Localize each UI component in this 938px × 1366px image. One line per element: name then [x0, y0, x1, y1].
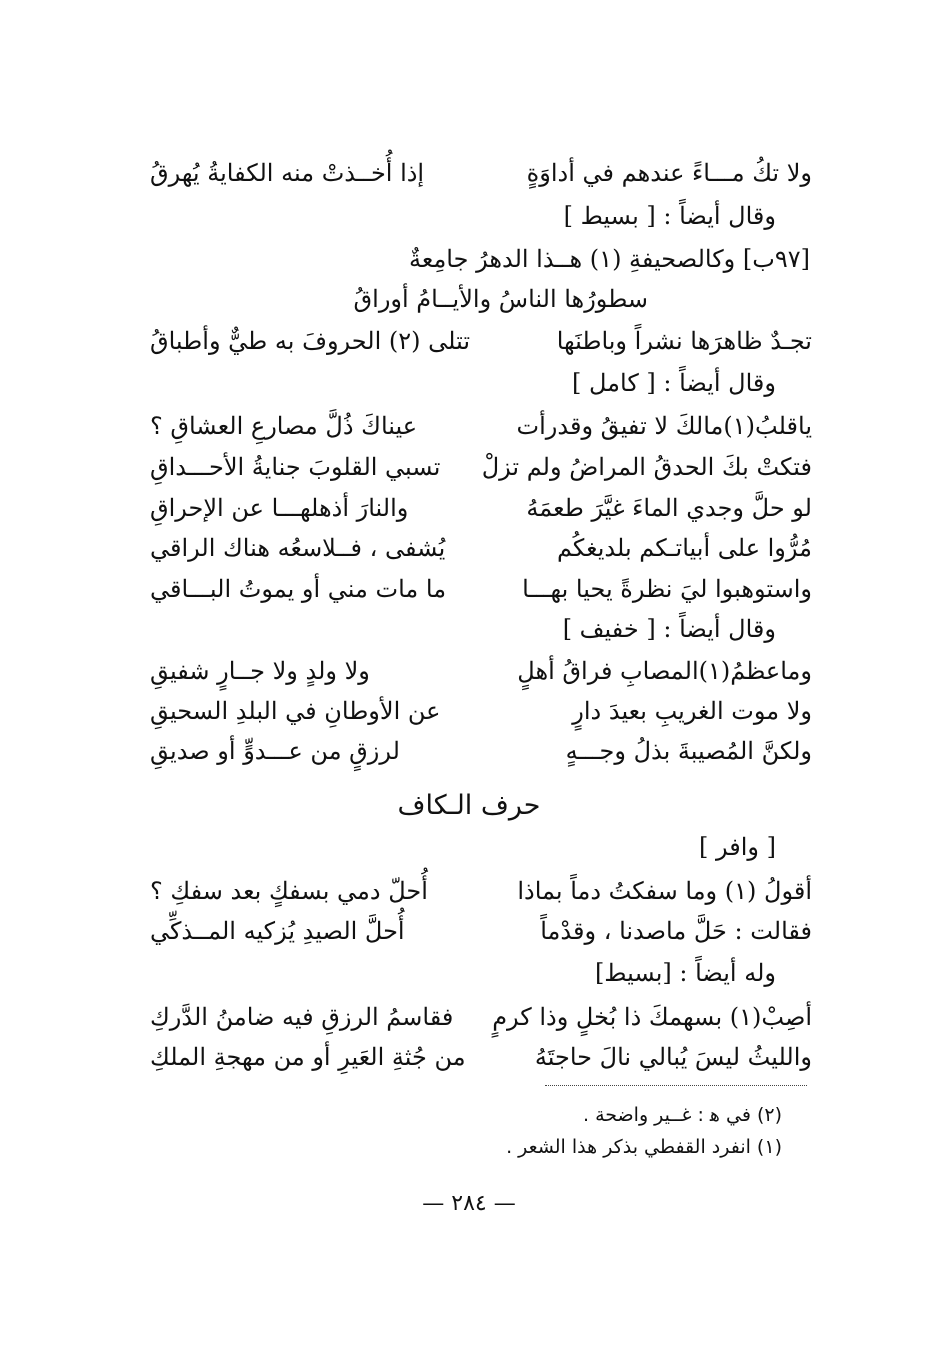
meter-label: وقال أيضاً : [ بسيط ]	[563, 202, 776, 230]
meter-label: وقال أيضاً : [ كامل ]	[571, 369, 776, 397]
verse-line	[150, 996, 812, 1038]
meter-label: وقال أيضاً : [ خفيف ]	[562, 615, 776, 643]
verse-second-hemistich: ولا ولدٍ ولا جــارٍ شفيقِ	[150, 657, 370, 685]
verse-line	[150, 320, 812, 362]
verse-first-hemistich: والليثُ ليسَ يُبالي نالَ حاجتَهُ	[534, 1043, 812, 1071]
verse-line	[150, 487, 812, 529]
verse-line	[150, 568, 812, 610]
verse-line	[150, 1036, 812, 1078]
verse-line	[150, 405, 812, 447]
meter-label: [ وافر ]	[699, 833, 776, 861]
meter-label: وله أيضاً : [بسيط]	[594, 959, 776, 987]
verse-first-hemistich: ولا موت الغريبِ بعيدَ دارٍ	[572, 697, 812, 725]
verse-line	[150, 650, 812, 692]
verse-second-hemistich: تسبي القلوبَ جنايةُ الأحـــداقِ	[150, 453, 441, 481]
verse-first-hemistich: لو حلَّ وجدي الماءَ غيَّرَ طعمَهُ	[526, 494, 812, 522]
verse-line	[150, 446, 812, 488]
verse-line	[150, 730, 812, 772]
verse-first-hemistich: أقولُ (١) وما سفكتُ دماً بماذا	[517, 877, 812, 905]
verse-line	[150, 152, 812, 194]
indented-verse-line: سطورُها الناسُ والأيــامُ أوراقُ	[353, 285, 648, 313]
verse-first-hemistich: تجـدٌ ظاهرَها نشراً وباطنَها	[556, 327, 812, 355]
verse-line	[150, 870, 812, 912]
verse-first-hemistich: واستوهبوا ليَ نظرةً يحيا بهـــا	[522, 575, 812, 603]
page-number: — ٢٨٤ —	[422, 1191, 516, 1216]
footnote: (١) انفرد القفطي بذكر هذا الشعر .	[506, 1136, 782, 1158]
verse-first-hemistich: فتكتْ بكَ الحدقُ المراضُ ولم تزلْ	[481, 453, 812, 481]
verse-line	[150, 690, 812, 732]
verse-first-hemistich: وماعظمُ(١)المصابِ فراقُ أهلٍ	[517, 657, 812, 685]
verse-second-hemistich: والنارَ أذهلهـــا عن الإحراقِ	[150, 494, 409, 522]
verse-second-hemistich: أُحلّ دمي بسفكٍ بعد سفكِ ؟	[150, 877, 428, 905]
footnote: (٢) في ﻫ : غــير واضحة .	[583, 1104, 782, 1126]
verse-line	[150, 910, 812, 952]
verse-second-hemistich: إذا أُخــذتْ منه الكفايةُ يُهرقُ	[150, 159, 425, 187]
verse-first-hemistich: ولكنَّ المُصيبةَ بذلُ وجـــهٍ	[565, 737, 812, 765]
verse-first-hemistich: ياقلبُ(١)مالكَ لا تفيقُ وقدرأت	[516, 412, 812, 440]
verse-second-hemistich: ما مات مني أو يموتُ البـــاقي	[150, 575, 447, 603]
verse-second-hemistich: فقاسمُ الرزقِ فيه ضامنُ الدَّركِ	[150, 1003, 454, 1031]
verse-second-hemistich: أُحلَّ الصيدِ يُزكيه المــذكِّي	[150, 917, 405, 945]
verse-second-hemistich: لرزقٍ من عـــدوٍّ أو صديقِ	[150, 737, 400, 765]
verse-second-hemistich: عن الأوطانِ في البلدِ السحيقِ	[150, 697, 441, 725]
verse-second-hemistich: تتلى (٢) الحروفَ به طيٌّ وأطباقُ	[150, 327, 471, 355]
section-heading: حرف الـكاف	[397, 790, 541, 821]
verse-second-hemistich: يُشفى ، فــلاسعُه هناك الراقي	[150, 534, 446, 562]
verse-first-hemistich: مُرُّوا على أبياتـكم بلديغكُم	[556, 534, 812, 562]
folio-line: [٩٧ب] وكالصحيفةِ (١) هــذا الدهرُ جامِعةٌ	[409, 245, 810, 273]
footnote-divider	[545, 1085, 807, 1086]
verse-first-hemistich: أصِبْ(١) بسهمكَ ذا بُخلٍ وذا كرمٍ	[492, 1003, 812, 1031]
verse-first-hemistich: فقالت : حَلَّ ماصدنا ، وقدْماً	[540, 917, 812, 945]
verse-second-hemistich: من جُثةِ العَيرِ أو من مهجةِ الملكِ	[150, 1043, 466, 1071]
verse-first-hemistich: ولا تكُ مـــاءً عندهم في أداوَةٍ	[526, 159, 812, 187]
verse-line	[150, 527, 812, 569]
verse-second-hemistich: عيناكَ ذُلَّ مصارعِ العشاقِ ؟	[150, 412, 418, 440]
